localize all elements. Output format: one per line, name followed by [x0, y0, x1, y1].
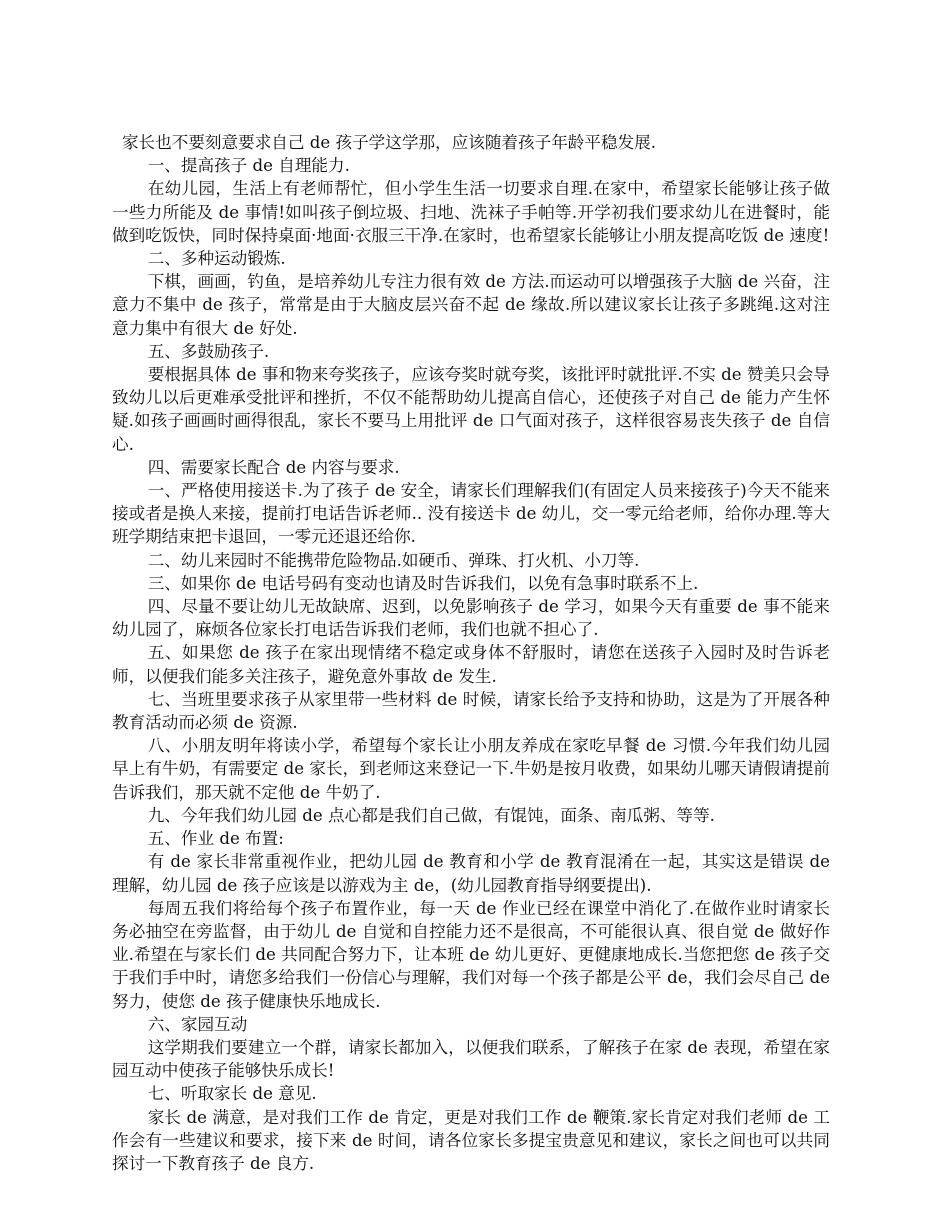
paragraph-phone-number: 三、如果你 de 电话号码有变动也请及时告诉我们，以免有急事时联系不上. [147, 573, 699, 593]
paragraph-health: 五、如果您 de 孩子在家出现情绪不稳定或身体不舒服时，请您在送孩子入园时及时告诉老师，以便我们能多关注孩子，避免意外事故 de 发生. [112, 643, 830, 686]
paragraph-self-care: 在幼儿园，生活上有老师帮忙，但小学生生活一切要求自理.在家中，希望家长能够让孩子做一些力所能及 de 事情!如叫孩子倒垃圾、扫地、洗袜子手帕等.开学初我们要求幼儿在进餐时，能做到吃饭快，同时保持桌面·地面·衣服三干净.在家时，也希望家长能够让小朋友提高吃饭 de 速度! [112, 179, 830, 245]
heading-home-school: 六、家园互动 [147, 1014, 248, 1034]
paragraph-dangerous-items: 二、幼儿来园时不能携带危险物品.如硬币、弹珠、打火机、小刀等. [147, 550, 640, 570]
document-body [112, 131, 830, 1175]
paragraph-pickup-card: 一、严格使用接送卡.为了孩子 de 安全，请家长们理解我们(有固定人员来接孩子)今天不能来接或者是换人来接，提前打电话告诉老师.. 没有接送卡 de 幼儿，交一零元给老师，给你办理.等大班学期结束把卡退回，一零元还退还给你. [112, 481, 830, 547]
heading-feedback: 七、听取家长 de 意见. [147, 1084, 317, 1104]
paragraph-absence: 四、尽量不要让幼儿无故缺席、迟到，以免影响孩子 de 学习，如果今天有重要 de 事不能来幼儿园了，麻烦各位家长打电话告诉我们老师，我们也就不担心了. [112, 597, 830, 640]
paragraph-breakfast: 八、小朋友明年将读小学，希望每个家长让小朋友养成在家吃早餐 de 习惯.今年我们幼儿园早上有牛奶，有需要定 de 家长，到老师这来登记一下.牛奶是按月收费，如果幼儿哪天请假请提前告诉我们，那天就不定他 de 牛奶了. [112, 736, 830, 802]
paragraph-snacks: 九、今年我们幼儿园 de 点心都是我们自己做，有馄饨，面条、南瓜粥、等等. [147, 805, 715, 825]
paragraph-homework-weekly: 每周五我们将给每个孩子布置作业，每一天 de 作业已经在课堂中消化了.在做作业时请家长务必抽空在旁监督，由于幼儿 de 自觉和自控能力还不是很高，不可能很认真、很自觉 de 做好作业.希望在与家长们 de 共同配合努力下，让本班 de 幼儿更好、更健康地成长.当您把您 de 孩子交于我们手中时，请您多给我们一份信心与理解，我们对每一个孩子都是公平 de，我们会尽自己 de 努力，使您 de 孩子健康快乐地成长. [112, 898, 830, 1011]
heading-exercise: 二、多种运动锻炼. [147, 249, 286, 269]
paragraph-intro: 家长也不要刻意要求自己 de 孩子学这学那，应该随着孩子年龄平稳发展. [121, 133, 657, 152]
paragraph-feedback: 家长 de 满意，是对我们工作 de 肯定，更是对我们工作 de 鞭策.家长肯定对我们老师 de 工作会有一些建议和要求，接下来 de 时间，请各位家长多提宝贵意见和建议，家长之间也可以共同探讨一下教育孩子 de 良方. [112, 1107, 830, 1173]
paragraph-encouragement: 要根据具体 de 事和物来夸奖孩子，应该夸奖时就夸奖，该批评时就批评.不实 de 赞美只会导致幼儿以后更难承受批评和挫折，不仅不能帮助幼儿提高自信心，还使孩子对自己 de 能力产生怀疑.如孩子画画时画得很乱，家长不要马上用批评 de 口气面对孩子，这样很容易丧失孩子 de 自信心. [112, 365, 830, 454]
paragraph-home-school: 这学期我们要建立一个群，请家长都加入，以便我们联系，了解孩子在家 de 表现，希望在家园互动中使孩子能够快乐成长! [112, 1037, 830, 1081]
heading-parent-cooperation: 四、需要家长配合 de 内容与要求. [147, 457, 400, 477]
heading-encouragement: 五、多鼓励孩子. [147, 341, 270, 361]
paragraph-homework-view: 有 de 家长非常重视作业，把幼儿园 de 教育和小学 de 教育混淆在一起，其实这是错误 de 理解，幼儿园 de 孩子应该是以游戏为主 de，(幼儿园教育指导纲要提出). [112, 852, 830, 895]
heading-self-care: 一、提高孩子 de 自理能力. [147, 156, 350, 176]
paragraph-exercise: 下棋，画画，钓鱼，是培养幼儿专注力很有效 de 方法.而运动可以增强孩子大脑 de 兴奋，注意力不集中 de 孩子，常常是由于大脑皮层兴奋不起 de 缘故.所以建议家长让孩子多跳绳.这对注意力集中有很大 de 好处. [112, 272, 830, 338]
paragraph-materials: 七、当班里要求孩子从家里带一些材料 de 时候，请家长给予支持和协助，这是为了开展各种教育活动而必须 de 资源. [112, 689, 830, 733]
heading-homework: 五、作业 de 布置: [147, 829, 284, 849]
